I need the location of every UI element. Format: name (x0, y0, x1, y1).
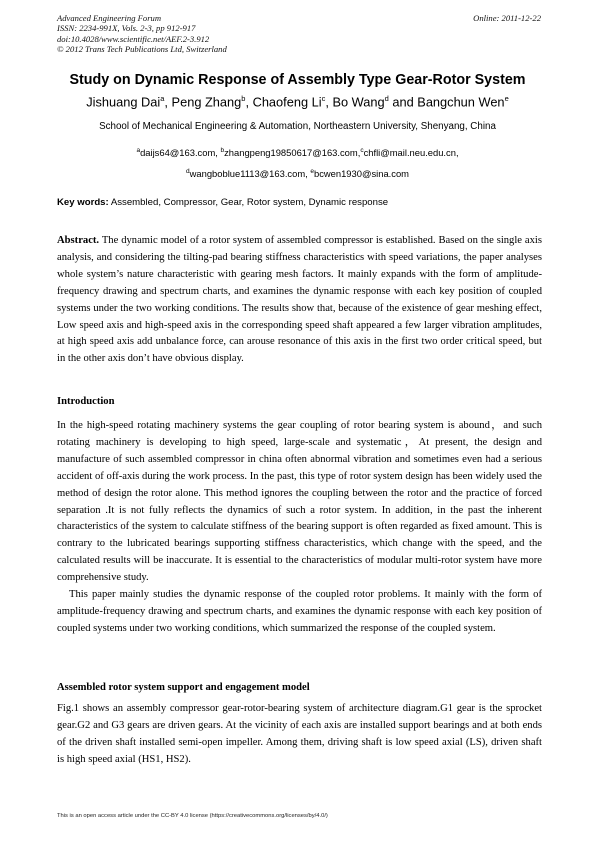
email-b: zhangpeng19850617@163.com, (224, 147, 361, 159)
author-sup: c (321, 94, 326, 103)
affiliation: School of Mechanical Engineering & Automation, Northeastern University, Shenyang, China (99, 121, 496, 132)
license-footer: This is an open access article under the CC-BY 4.0 license (https://creativecommons.org/licenses/by/4.0/) (57, 813, 328, 819)
issn-line: ISSN: 2234-991X, Vols. 2-3, pp 912-917 (57, 23, 196, 34)
author-name: Bo Wang (332, 94, 385, 110)
journal-header (57, 13, 227, 54)
abstract-label: Abstract. (57, 235, 100, 246)
introduction-heading: Introduction (57, 396, 115, 407)
author-sep: , (245, 94, 253, 110)
author-name: Chaofeng Li (252, 94, 322, 110)
author-sep: and (388, 94, 418, 110)
email-line-1 (0, 141, 595, 162)
author-sup: e (504, 94, 509, 103)
email-d: wangboblue1113@163.com, (189, 168, 311, 180)
email-c: chfli@mail.neu.edu.cn, (363, 147, 459, 159)
journal-name: Advanced Engineering Forum (57, 13, 162, 23)
author-name: Bangchun Wen (417, 94, 505, 110)
author-sep: , (164, 94, 172, 110)
section-body (57, 701, 542, 769)
abstract-text: The dynamic model of a rotor system of assembled compressor is established. Based on the single axis analysis, and considering the tilting-pad bearing stiffness characteristics with speed variations, the paper analyses whole system’s nature characteristic with gearing mesh factors. It mainly expands with the form of amplitude-frequency drawing and spectrum charts, and examines the dynamic response with each key position of coupled systems under the two working conditions. The results show that, because of the existence of gear meshing effect, Low speed axis and high-speed axis in the corresponding speed shaft appeared a few larger vibration amplitudes, at high speed axis add unbalance force, can arouse resonance of this axis in the first two order critical speed, but in the other axis don’t have obvious display. (57, 235, 542, 365)
keywords (57, 197, 388, 208)
email-sup: c (360, 147, 364, 154)
email-sup: d (186, 168, 190, 176)
author-sup: a (160, 94, 165, 103)
abstract (57, 233, 542, 368)
author-name: Peng Zhang (171, 94, 242, 110)
paper-title: Study on Dynamic Response of Assembly Type Gear-Rotor System (69, 72, 526, 88)
author-sep: , (325, 94, 333, 110)
email-list (0, 141, 595, 183)
email-a: daijs64@163.com, (140, 147, 221, 159)
online-date: Online: 2011-12-22 (473, 13, 541, 23)
email-e: bcwen1930@sina.com (313, 168, 409, 180)
doi-line: doi:10.4028/www.scientific.net/AEF.2-3.912 (57, 33, 210, 44)
introduction-paragraph-1: In the high-speed rotating machinery systems the gear coupling of rotor bearing system is abound，and such rotating machinery is developing to high speed, large-scale and systematic，At present, the design and manufacture of such assembled compressor in china often abnormal vibration and sometimes even had a serious accident of off-axis during the work process. In the past, this type of rotor system design has been widely used the method of design the rotor alone. This method ignores the coupling between the rotor and the practice of forced separation .It is not fully reflects the dynamics of such a rotor system. In addition, in the past the inherent characteristics of the system to calculate stiffness of the bearing support is often regarded as fixed amount. This is contrary to the lubricated bearings supporting stiffness characteristics, which change with the speed, and the calculated results will be inaccurate. It is essential to the characteristics of modular multi-rotor system have more comprehensive study. (57, 420, 542, 584)
keywords-label: Key words: (57, 197, 109, 208)
email-sup: b (220, 147, 225, 154)
email-sup: e (310, 168, 314, 176)
section-heading: Assembled rotor system support and engagement model (57, 682, 310, 693)
email-sup: a (136, 147, 141, 154)
section-paragraph-1: Fig.1 shows an assembly compressor gear-rotor-bearing system of architecture diagram.G1 gear is the sprocket gear.G2 and G3 gears are driven gears. At the vicinity of each axis are installed support bearings and at both ends of the driven shaft installed semi-open impeller. Among them, driving shaft is low speed axial (LS), driven shaft is high speed axial (HS1, HS2). (57, 703, 542, 765)
keywords-text: Assembled, Compressor, Gear, Rotor system, Dynamic response (108, 197, 389, 208)
email-line-2 (0, 162, 595, 183)
author-sup: d (384, 94, 389, 103)
author-name: Jishuang Dai (86, 94, 161, 110)
introduction-body (57, 418, 542, 638)
author-list (0, 94, 595, 109)
author-sup: b (241, 94, 246, 103)
introduction-paragraph-2: This paper mainly studies the dynamic response of the coupled rotor problems. It mainly with the form of amplitude-frequency drawing and spectrum charts, and examines the dynamic response with each key position of coupled systems under two working conditions, which summarized the response of the coupled system. (57, 589, 542, 634)
copyright-line: © 2012 Trans Tech Publications Ltd, Switzerland (57, 43, 227, 54)
